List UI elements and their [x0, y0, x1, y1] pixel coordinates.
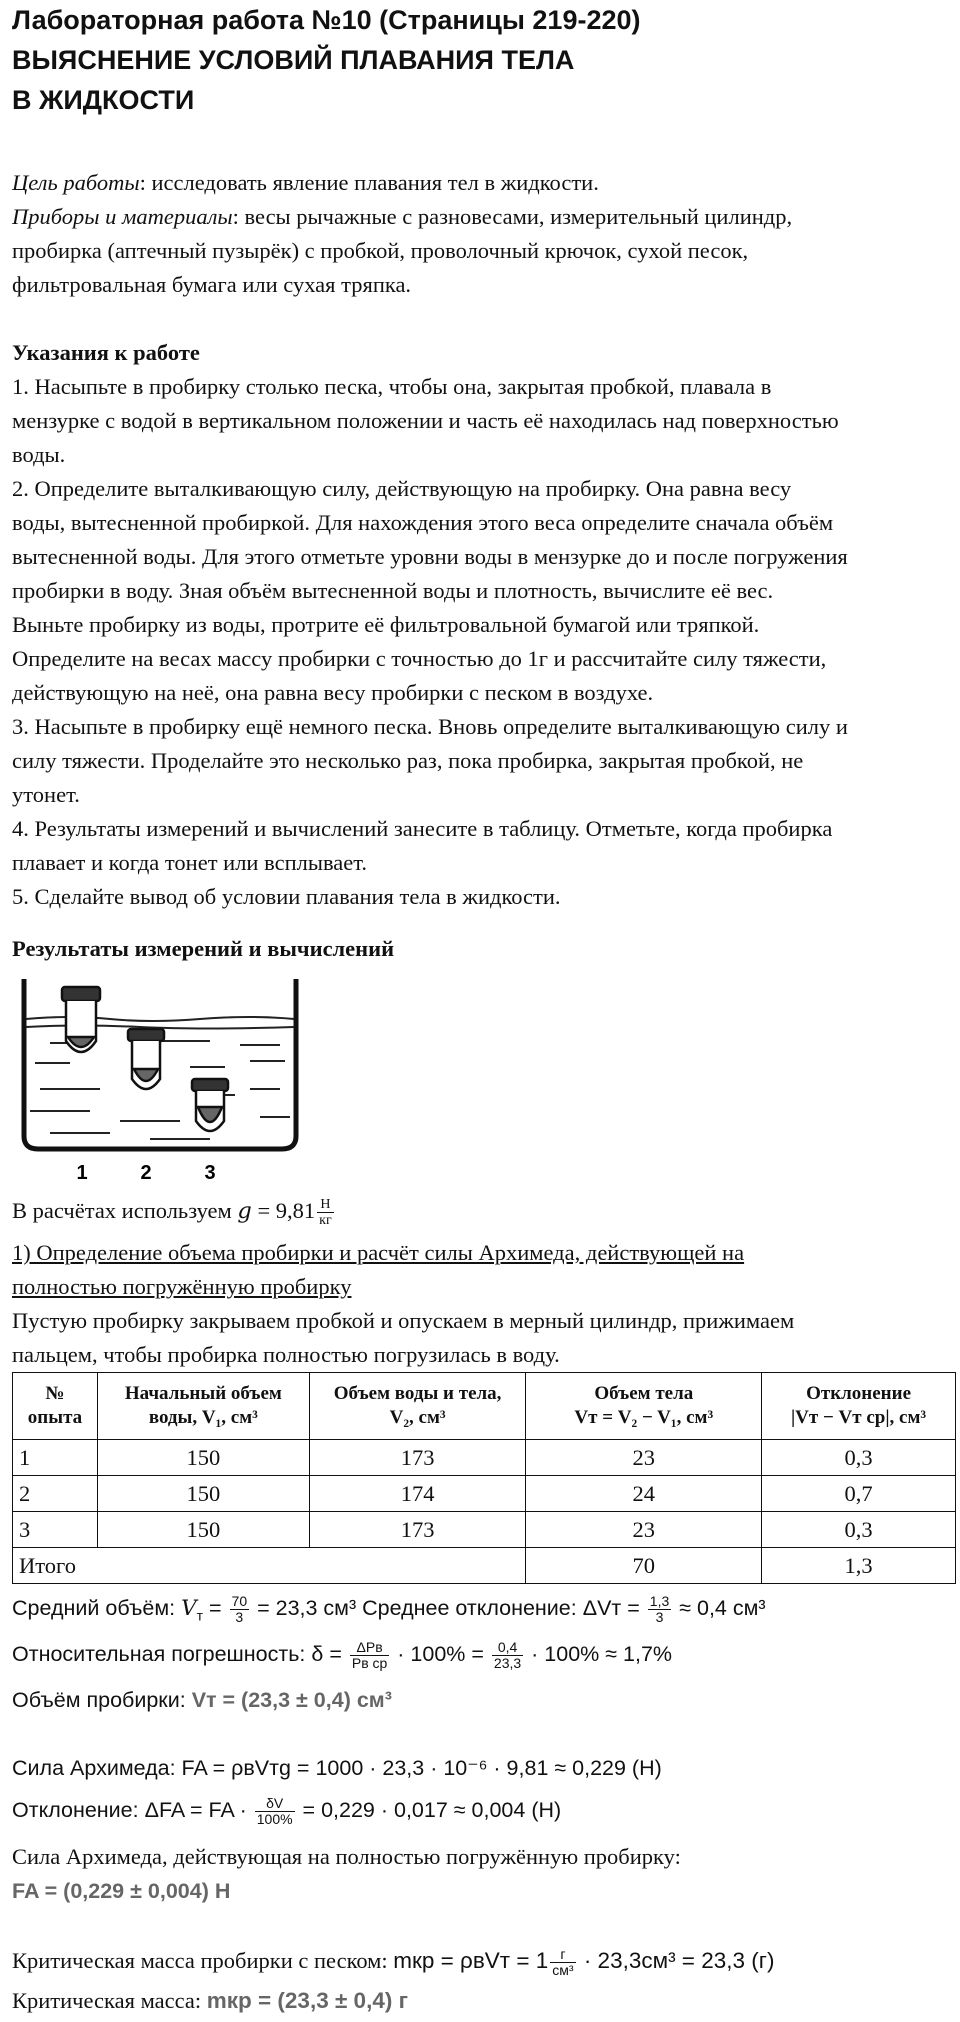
figure-label-3: 3	[204, 1162, 216, 1184]
table-cell: 0,3	[762, 1440, 956, 1476]
table-header: № опыта	[13, 1373, 98, 1440]
dev-label: Среднее отклонение: ΔVт =	[356, 1596, 646, 1620]
relative-error-line	[12, 1634, 952, 1674]
arch-formula: FA = ρвVтg = 1000 · 23,3 · 10⁻⁶ · 9,81 ≈ 0,229 (Н)	[181, 1756, 662, 1780]
crit-fraction: $\frac{г}{\text{см³}}$	[552, 1946, 574, 1979]
materials-text-1: : весы рычажные с разновесами, измерительный цилиндр,	[232, 204, 793, 229]
arch-dev-post: = 0,229 · 0,017 ≈ 0,004 (Н)	[296, 1798, 562, 1822]
vol-label: Объём пробирки:	[12, 1688, 192, 1712]
dev-fraction: $\frac{1,3}{3}$	[649, 1592, 670, 1625]
section1-text-2: пальцем, чтобы пробирка полностью погрузилась в воду.	[12, 1342, 560, 1367]
table-row	[13, 1476, 956, 1512]
tube-volume-line	[12, 1680, 952, 1720]
instruction-line: вытесненной воды. Для этого отметьте уровни воды в мензурке до и после погружения	[12, 544, 848, 569]
table-cell: 150	[97, 1476, 309, 1512]
goal-label: Цель работы	[12, 170, 140, 195]
table-header: Объем тела Vт = V₂ − V₁, см³	[526, 1373, 762, 1440]
lab-title: Лабораторная работа №10 (Страницы 219-220)	[12, 5, 641, 35]
tube-3	[192, 1079, 228, 1131]
section1-title-1: 1) Определение объема пробирки и расчёт силы Архимеда, действующей на	[12, 1240, 745, 1265]
arch-label: Сила Архимеда:	[12, 1756, 182, 1780]
total-volume: 70	[526, 1548, 762, 1584]
table-header: Начальный объем воды, V₁, см³	[97, 1373, 309, 1440]
critical-mass-result	[12, 1984, 952, 2019]
table-cell: 23	[526, 1512, 762, 1548]
figure-label-2: 2	[140, 1162, 152, 1184]
table-cell: 174	[309, 1476, 526, 1512]
avg-fraction: $\frac{70}{3}$	[231, 1592, 248, 1625]
table-row	[13, 1440, 956, 1476]
arch-dev-label: Отклонение:	[12, 1798, 145, 1822]
table-cell: 24	[526, 1476, 762, 1512]
archimedes-full-value: FA = (0,229 ± 0,004) Н	[12, 1879, 231, 1903]
avg-label: Средний объём:	[12, 1596, 182, 1620]
instructions-title: Указания к работе	[12, 340, 200, 365]
table-cell: 2	[13, 1476, 98, 1512]
table-header: Отклонение |Vт − Vт ср|, см³	[762, 1373, 956, 1440]
table-cell: 0,7	[762, 1476, 956, 1512]
instruction-line: силу тяжести. Проделайте это несколько раз, пока пробирка, закрытая пробкой, не	[12, 748, 804, 773]
materials-line-2: пробирка (аптечный пузырёк) с пробкой, проволочный крючок, сухой песок,	[12, 238, 749, 263]
vol-value: Vт = (23,3 ± 0,4) см³	[191, 1688, 392, 1712]
gravity-prefix: В расчётах используем	[12, 1198, 238, 1223]
archimedes-line	[12, 1748, 952, 1788]
arch-dev-pre: ΔFA = FA ·	[144, 1798, 253, 1822]
materials-line-3: фильтровальная бумага или сухая тряпка.	[12, 272, 412, 297]
arch-dev-fraction: $\frac{\delta V}{100\%}$	[256, 1794, 293, 1827]
rel-result: · 100% ≈ 1,7%	[525, 1642, 673, 1666]
instruction-line: утонет.	[12, 782, 80, 807]
dev-result: ≈ 0,4 см³	[673, 1596, 766, 1620]
gravity-unit-den: кг	[319, 1213, 332, 1229]
crit2-label: Критическая масса:	[12, 1988, 207, 2013]
rel-mid: · 100% =	[391, 1642, 490, 1666]
tube-2	[128, 1029, 164, 1089]
instruction-line: пробирки в воду. Зная объём вытесненной воды и плотность, вычислите её вес.	[12, 578, 774, 603]
crit-pre: mкр = ρвVт = 1	[393, 1948, 549, 1973]
rel-fraction-1: $\frac{\text{ΔPв}}{\text{Pв ср}}$	[351, 1638, 388, 1671]
crit2-value: mкр = (23,3 ± 0,4) г	[206, 1988, 408, 2013]
results-table	[12, 1372, 956, 1584]
critical-mass-line	[12, 1944, 952, 1979]
instruction-line: плавает и когда тонет или всплывает.	[12, 850, 368, 875]
instruction-line: воды.	[12, 442, 66, 467]
results-title: Результаты измерений и вычислений	[12, 936, 395, 961]
instruction-line: 2. Определите выталкивающую силу, действующую на пробирку. Она равна весу	[12, 476, 792, 501]
section1-title-2: полностью погружённую пробирку	[12, 1274, 352, 1299]
lab-subtitle-1: ВЫЯСНЕНИЕ УСЛОВИЙ ПЛАВАНИЯ ТЕЛА	[12, 45, 575, 75]
gravity-unit-num: Н	[317, 1197, 334, 1213]
table-cell: 23	[526, 1440, 762, 1476]
avg-result: = 23,3 см³	[251, 1596, 357, 1620]
table-cell: 0,3	[762, 1512, 956, 1548]
table-cell: 150	[97, 1440, 309, 1476]
crit-label: Критическая масса пробирки с песком:	[12, 1948, 394, 1973]
tube-1	[62, 987, 100, 1052]
archimedes-deviation-line	[12, 1790, 952, 1830]
table-cell: 3	[13, 1512, 98, 1548]
table-total-row	[13, 1548, 956, 1584]
crit-post: · 23,3см³ = 23,3 (г)	[577, 1948, 775, 1973]
table-row	[13, 1512, 956, 1548]
instruction-line: 1. Насыпьте в пробирку столько песка, чтобы она, закрытая пробкой, плавала в	[12, 374, 772, 399]
table-cell: 173	[309, 1440, 526, 1476]
instruction-line: 3. Насыпьте в пробирку ещё немного песка. Вновь определите выталкивающую силу и	[12, 714, 848, 739]
table-cell: 173	[309, 1512, 526, 1548]
table-cell: 1	[13, 1440, 98, 1476]
gravity-value: = 9,81	[251, 1198, 316, 1223]
total-deviation: 1,3	[762, 1548, 956, 1584]
lab-subtitle-2: В ЖИДКОСТИ	[12, 85, 195, 115]
test-tubes-figure	[10, 971, 310, 1186]
instruction-line: воды, вытесненной пробиркой. Для нахождения этого веса определите сначала объём	[12, 510, 834, 535]
instruction-line: 5. Сделайте вывод об условии плавания тела в жидкости.	[12, 884, 561, 909]
materials-line-1	[12, 200, 952, 235]
materials-label: Приборы и материалы	[12, 204, 233, 229]
total-label: Итого	[13, 1548, 526, 1584]
archimedes-full-text: Сила Архимеда, действующая на полностью погружённую пробирку:	[12, 1844, 681, 1869]
instruction-line: мензурке с водой в вертикальном положении и часть её находилась над поверхностью	[12, 408, 839, 433]
goal-text: : исследовать явление плавания тел в жидкости.	[139, 170, 599, 195]
figure-label-1: 1	[76, 1162, 88, 1184]
instruction-line: действующую на неё, она равна весу пробирки с песком в воздухе.	[12, 680, 654, 705]
avg-volume-line: Средний объём: $V_т$ = $\frac{70}{3}$ = 23,3 см³ Среднее отклонение: ΔVт = $\frac{1,3}{3}$ ≈ 0,4 см³	[12, 1592, 766, 1625]
instruction-line: Выньте пробирку из воды, протрите её фильтровальной бумагой или тряпкой.	[12, 612, 760, 637]
gravity-line	[12, 1194, 952, 1229]
table-header: Объем воды и тела, V₂, см³	[309, 1373, 526, 1440]
rel-label: Относительная погрешность: δ =	[12, 1642, 348, 1666]
section1-text-1: Пустую пробирку закрываем пробкой и опускаем в мерный цилиндр, прижимаем	[12, 1308, 795, 1333]
instruction-line: Определите на весах массу пробирки с точностью до 1г и рассчитайте силу тяжести,	[12, 646, 827, 671]
rel-fraction-2: $\frac{0,4}{23,3}$	[493, 1638, 522, 1671]
instruction-line: 4. Результаты измерений и вычислений занесите в таблицу. Отметьте, когда пробирка	[12, 816, 833, 841]
goal-line	[12, 166, 952, 201]
gravity-symbol: g	[237, 1198, 252, 1224]
table-cell: 150	[97, 1512, 309, 1548]
table-header-row	[13, 1373, 956, 1440]
gravity-unit-fraction	[317, 1197, 334, 1228]
